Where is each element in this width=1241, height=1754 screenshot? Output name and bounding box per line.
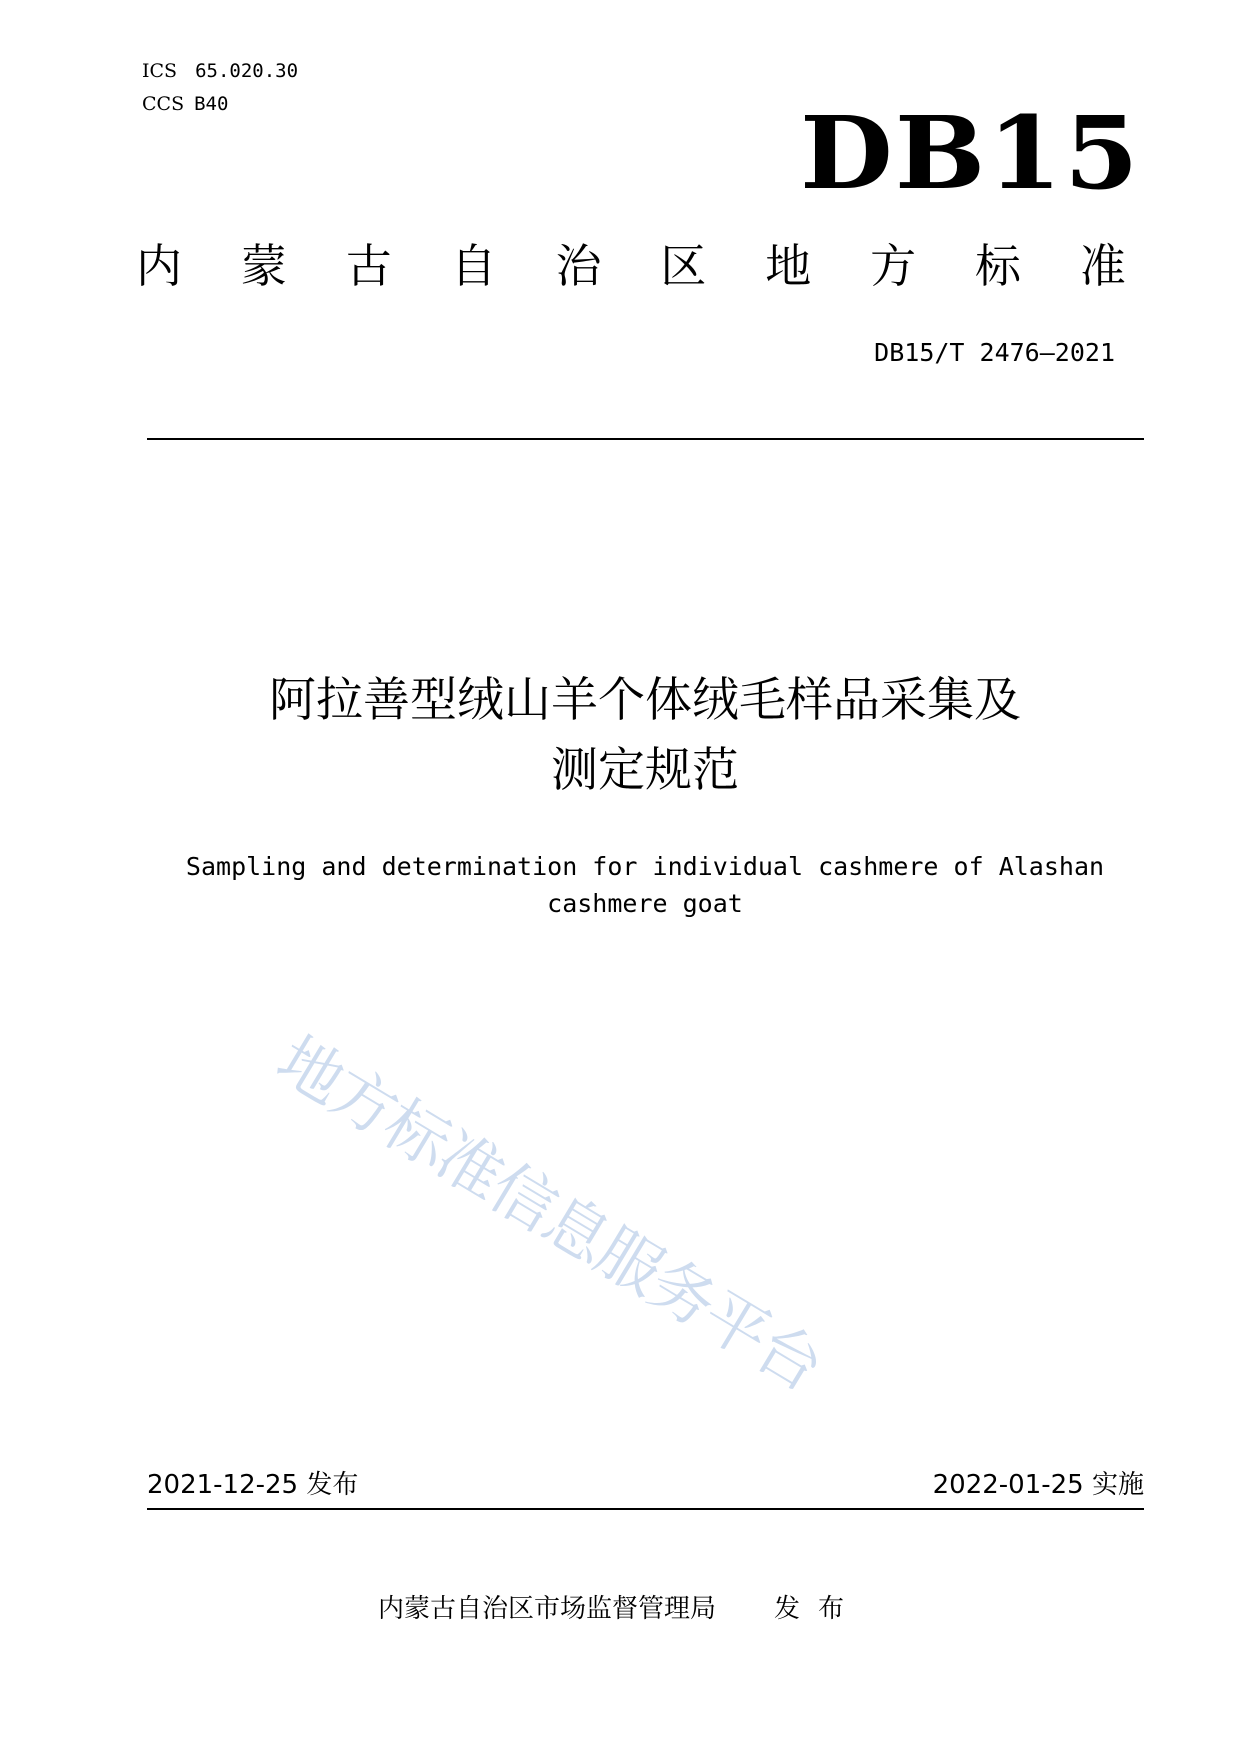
publisher-name: 内蒙古自治区市场监督管理局 <box>378 1594 717 1624</box>
ccs-code <box>142 93 228 115</box>
chinese-title-line-2: 测定规范 <box>551 743 739 798</box>
standard-type-char: 古 <box>345 239 392 293</box>
standard-type-char: 治 <box>555 239 602 293</box>
ccs-label: CCS <box>142 93 185 115</box>
english-title-line-1: Sampling and determination for individual cashmere of Alashan <box>185 852 1105 881</box>
ccs-value: B40 <box>194 93 229 115</box>
issue-date: 2021-12-25 发布 <box>147 1470 359 1500</box>
chinese-title-line-1: 阿拉善型绒山羊个体绒毛样品采集及 <box>269 673 1021 728</box>
standard-type-char: 方 <box>870 239 917 293</box>
ics-value: 65.020.30 <box>195 60 299 82</box>
top-divider <box>147 438 1144 440</box>
standard-type-char: 自 <box>450 239 497 293</box>
standard-type-char: 准 <box>1079 239 1126 293</box>
db15-logo: DB15 <box>800 94 1141 212</box>
publish-action: 发布 <box>774 1594 863 1624</box>
english-title-line-2: cashmere goat <box>547 889 743 918</box>
standard-type-char: 地 <box>765 239 812 293</box>
english-title <box>0 848 1241 922</box>
chinese-title <box>0 666 1241 806</box>
standard-type-char: 区 <box>660 239 707 293</box>
publisher-line <box>378 1592 862 1626</box>
watermark: 地方标准信息服务平台 <box>264 1022 834 1406</box>
bottom-divider <box>147 1508 1144 1510</box>
standard-number: DB15/T 2476—2021 <box>874 338 1115 367</box>
standard-type-char: 蒙 <box>240 239 287 293</box>
standard-type-heading <box>136 238 1126 294</box>
ics-code <box>142 60 298 82</box>
standard-type-char: 标 <box>975 239 1021 293</box>
implementation-date: 2022-01-25 实施 <box>932 1470 1144 1500</box>
ics-label: ICS <box>142 60 178 82</box>
standard-type-char: 内 <box>136 239 182 293</box>
